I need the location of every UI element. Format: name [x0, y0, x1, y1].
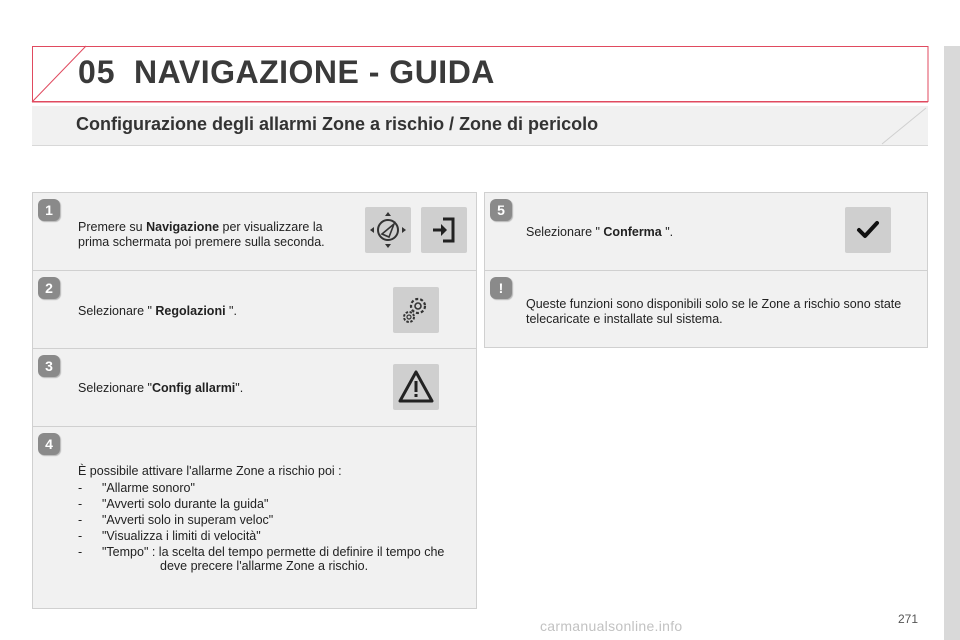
step-5-text-before: Selezionare ": [526, 225, 604, 239]
checkmark-icon: [845, 207, 891, 253]
step-4-option-3-dash: -: [78, 513, 83, 527]
step-1-text-before: Premere su: [78, 220, 147, 234]
step-4-option-2: "Avverti solo durante la guida": [102, 497, 269, 511]
step-4-option-1: "Allarme sonoro": [102, 481, 195, 495]
settings-gears-icon: [393, 287, 439, 333]
step-5-text-bold: Conferma: [603, 225, 662, 239]
step-4-option-5-dash: -: [78, 545, 83, 559]
step-3-text-before: Selezionare ": [78, 381, 152, 395]
chapter-number: 05: [78, 54, 116, 90]
note-text: Queste funzioni sono disponibili solo se le Zone a rischio sono state telecaricate e installate sul sistema.: [526, 297, 902, 326]
step-1-badge: 1: [38, 199, 60, 221]
step-4-option-4-dash: -: [78, 529, 83, 543]
step-3-text-after: ".: [235, 381, 244, 395]
section-band-corner: [880, 106, 928, 146]
step-1-text: [78, 220, 348, 250]
chapter-title: NAVIGAZIONE - GUIDA: [134, 54, 495, 90]
step-4-option-5-continuation: deve precere l'allarme Zone a rischio.: [160, 559, 369, 573]
step-4-option-2-dash: -: [78, 497, 83, 511]
section-title: Configurazione degli allarmi Zone a rischio / Zone di pericolo: [76, 114, 599, 134]
step-4-badge: 4: [38, 433, 60, 455]
warning-triangle-icon: [393, 364, 439, 410]
step-3-text-bold: Config allarmi: [151, 381, 236, 395]
step-4-option-5: "Tempo" : la scelta del tempo permette di definire il tempo che: [102, 545, 445, 559]
step-2-badge: 2: [38, 277, 60, 299]
watermark: carmanualsonline.info: [540, 618, 683, 634]
step-3-text: [78, 381, 348, 396]
step-5-text-after: ".: [661, 225, 674, 239]
step-4-option-1-dash: -: [78, 481, 83, 495]
step-2-text: [78, 304, 348, 319]
step-4-option-3: "Avverti solo in superam veloc": [102, 513, 274, 527]
page-number: 271: [898, 612, 919, 626]
step-3-badge: 3: [38, 355, 60, 377]
step-2-text-before: Selezionare ": [78, 304, 156, 318]
note-warning-badge: !: [490, 277, 512, 299]
step-4-intro: È possibile attivare l'allarme Zone a rischio poi :: [78, 464, 342, 478]
step-1-text-after: per visualizzare la prima schermata poi premere sulla seconda.: [78, 220, 325, 249]
step-2-text-after: ".: [225, 304, 237, 318]
enter-screen-icon: [421, 207, 467, 253]
step-5-badge: 5: [490, 199, 512, 221]
right-edge-strip: [944, 46, 960, 640]
step-2-text-bold: Regolazioni: [155, 304, 226, 318]
step-4-option-4: "Visualizza i limiti di velocità": [102, 529, 261, 543]
navigation-arrow-icon: [365, 207, 411, 253]
step-1-text-bold: Navigazione: [146, 220, 220, 234]
step-5-text: [526, 225, 826, 240]
